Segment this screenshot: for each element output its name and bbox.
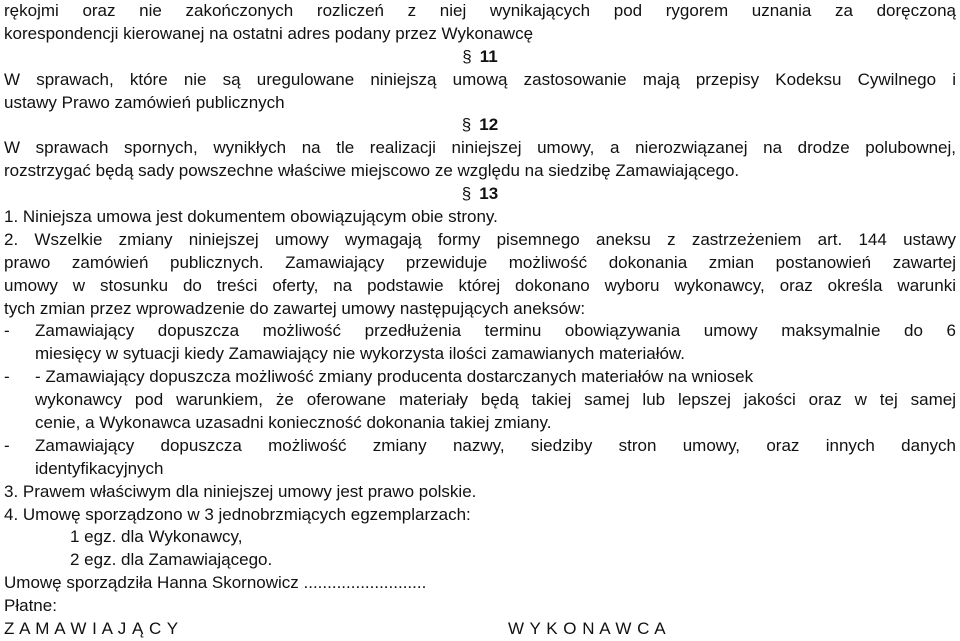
text-line: rozstrzygać będą sady powszechne właściwe miejscowo ze względu na siedzibę Zamawiającego.	[4, 161, 740, 181]
text-line: 3. Prawem właściwym dla niniejszej umowy jest prawo polskie.	[4, 481, 477, 501]
text-line: 4. Umowę sporządzono w 3 jednobrzmiących egzemplarzach:	[4, 504, 471, 524]
text-line: W sprawach spornych, wynikłych na tle realizacji niniejszej umowy, a nierozwiązanej na drodze polubownej,	[4, 138, 956, 158]
list-item	[4, 320, 956, 366]
text-line	[4, 435, 956, 458]
section-heading-11	[4, 46, 956, 69]
section-number: 13	[479, 184, 499, 204]
text-line: tych zmian przez wprowadzenie do zawartej umowy następujących aneksów:	[4, 298, 586, 318]
section-symbol: §	[461, 184, 472, 204]
text-line: miesięcy w sytuacji kiedy Zamawiający nie wykorzysta ilości zamawianych materiałów.	[35, 344, 685, 364]
list-item	[4, 366, 956, 435]
section-symbol: §	[462, 46, 472, 66]
bullet-text: - Zamawiający dopuszcza możliwość zmiany producenta dostarczanych materiałów na wniosek	[35, 367, 754, 387]
text-line: W sprawach, które nie są uregulowane niniejszą umową zastosowanie mają przepisy Kodeksu Cywilnego i	[4, 69, 956, 89]
text-line	[4, 320, 956, 343]
text-line: 1. Niniejsza umowa jest dokumentem obowiązującym obie strony.	[4, 207, 498, 227]
bullet-text: Zamawiający dopuszcza możliwość zmiany nazwy, siedziby stron umowy, oraz innych danych	[35, 435, 956, 455]
text-line: prawo zamówień publicznych. Zamawiający przewiduje możliwość dokonania zmian postanowień zawartej	[4, 252, 956, 272]
bullet-text: Zamawiający dopuszcza możliwość przedłużenia terminu obowiązywania umowy maksymalnie do 6	[35, 321, 956, 341]
text-line: cenie, a Wykonawca uzasadni konieczność dokonania takiej zmiany.	[35, 413, 552, 433]
section-number: 12	[479, 115, 499, 135]
text-line: korespondencji kierowanej na ostatni adres podany przez Wykonawcę	[4, 23, 534, 43]
text-line: 1 egz. dla Wykonawcy,	[70, 527, 243, 547]
list-item	[4, 435, 956, 481]
text-line: ustawy Prawo zamówień publicznych	[4, 92, 285, 112]
text-line: identyfikacyjnych	[35, 458, 164, 478]
bullet-dash: -	[4, 435, 10, 455]
section-number: 11	[479, 46, 498, 66]
section-symbol: §	[461, 115, 472, 135]
signature-contractor: W Y K O N A W C A	[508, 619, 667, 639]
section-heading-12	[4, 114, 956, 137]
bullet-dash: -	[4, 367, 10, 387]
text-line: Płatne:	[4, 596, 57, 616]
text-line: 2 egz. dla Zamawiającego.	[70, 550, 273, 570]
text-line: rękojmi oraz nie zakończonych rozliczeń z niej wynikających pod rygorem uznania za doręczoną	[4, 1, 956, 20]
section-heading-13	[4, 183, 956, 206]
text-line: wykonawcy pod warunkiem, że oferowane materiały będą takiej samej lub lepszej jakości oraz w tej samej	[35, 390, 956, 410]
text-line	[4, 366, 956, 389]
text-line: Umowę sporządziła Hanna Skornowicz ..........................	[4, 573, 427, 593]
signature-line	[4, 618, 956, 641]
text-line: umowy w stosunku do treści oferty, na podstawie której dokonano wyboru wykonawcy, oraz określa warunki	[4, 275, 956, 295]
text-line: 2. Wszelkie zmiany niniejszej umowy wymagają formy pisemnego aneksu z zastrzeżeniem art. 144 ustawy	[4, 229, 956, 249]
bullet-dash: -	[4, 321, 10, 341]
signature-ordering-party: Z A M A W I A J Ą C Y	[4, 619, 179, 639]
